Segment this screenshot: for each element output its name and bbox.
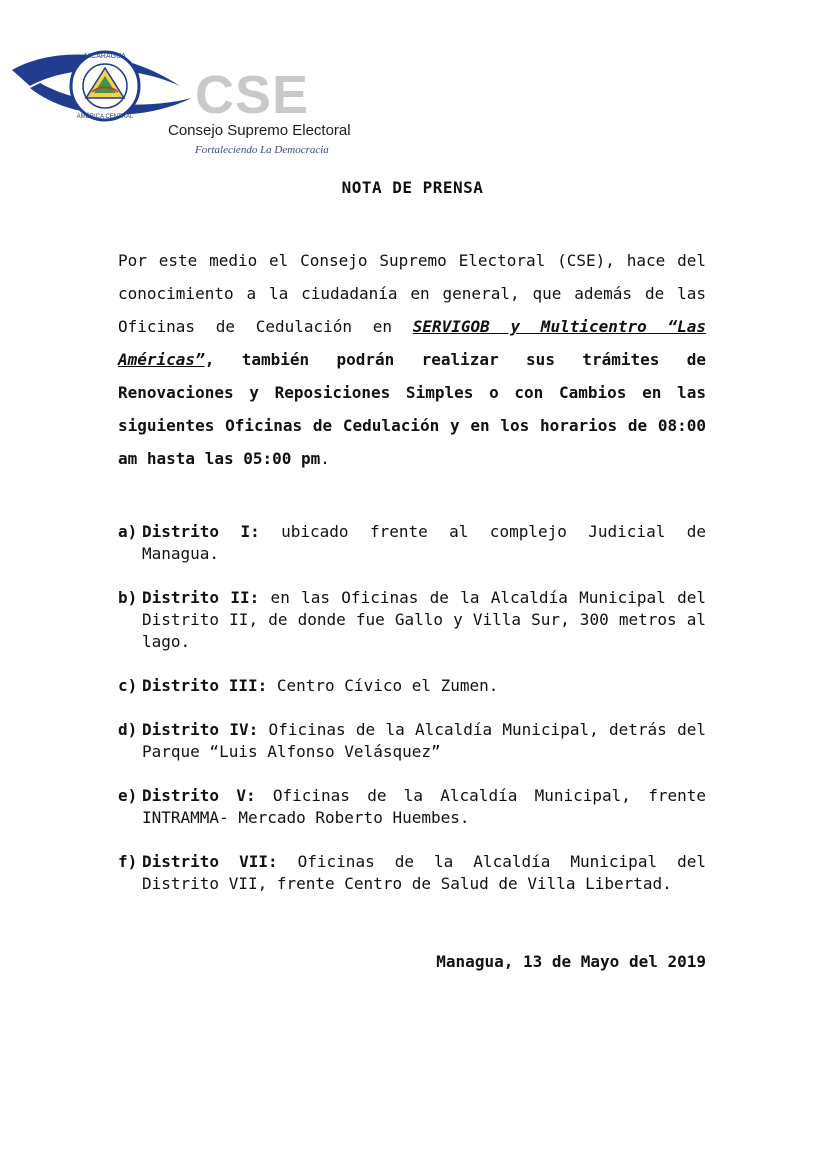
list-item (118, 521, 706, 565)
svg-text:AMÉRICA CENTRAL: AMÉRICA CENTRAL (76, 114, 134, 120)
district-list (118, 521, 706, 917)
list-item (118, 587, 706, 653)
page-title: NOTA DE PRENSA (341, 178, 484, 197)
item-text: en las Oficinas de la Alcaldía Municipal del Distrito II, de donde fue Gallo y Villa Sur, 300 metros al lago. (142, 588, 707, 651)
item-letter: d) (118, 720, 138, 739)
cse-logo (10, 28, 380, 156)
logo-organization-name: Consejo Supremo Electoral (168, 122, 351, 139)
intro-text-1: Por este medio el Consejo Supremo Electoral (CSE), hace del conocimiento a la ciudadanía en general, que además de las Oficinas de Cedulación en (118, 251, 706, 336)
item-heading: Distrito V: (142, 786, 256, 805)
item-heading: Distrito III: (142, 676, 268, 695)
item-text: ubicado frente al complejo Judicial de Managua. (142, 522, 706, 563)
svg-text:NICARAGUA: NICARAGUA (84, 53, 126, 60)
item-heading: Distrito IV: (142, 720, 259, 739)
item-letter: c) (118, 676, 138, 695)
item-text: Oficinas de la Alcaldía Municipal, detrás del Parque “Luis Alfonso Velásquez” (142, 720, 707, 761)
closing-date-line: Managua, 13 de Mayo del 2019 (436, 952, 706, 971)
item-letter: b) (118, 588, 138, 607)
intro-text-2: , también podrán realizar sus trámites de Renovaciones y Reposiciones Simples o con Cambios en las siguientes Oficinas de Cedulación y en los horarios de 08:00 am hasta las 05:00 pm (118, 350, 706, 468)
item-letter: e) (118, 786, 138, 805)
item-letter: a) (118, 522, 138, 541)
intro-offices-highlight: SERVIGOB y Multicentro “Las Américas” (118, 317, 706, 369)
item-text: Centro Cívico el Zumen. (267, 676, 499, 695)
item-text: Oficinas de la Alcaldía Municipal, frente INTRAMMA- Mercado Roberto Huembes. (142, 786, 707, 827)
logo-acronym: CSE (195, 65, 310, 125)
list-item (118, 851, 706, 895)
item-heading: Distrito II: (142, 588, 260, 607)
item-heading: Distrito VII: (142, 852, 278, 871)
list-item (118, 719, 706, 763)
logo-slogan: Fortaleciendo La Democracia (195, 144, 329, 156)
intro-text-3: . (320, 449, 330, 468)
intro-paragraph (118, 244, 706, 475)
item-heading: Distrito I: (142, 522, 260, 541)
list-item (118, 675, 706, 697)
item-text: Oficinas de la Alcaldía Municipal del Distrito VII, frente Centro de Salud de Villa Libertad. (142, 852, 707, 893)
list-item (118, 785, 706, 829)
item-letter: f) (118, 852, 138, 871)
